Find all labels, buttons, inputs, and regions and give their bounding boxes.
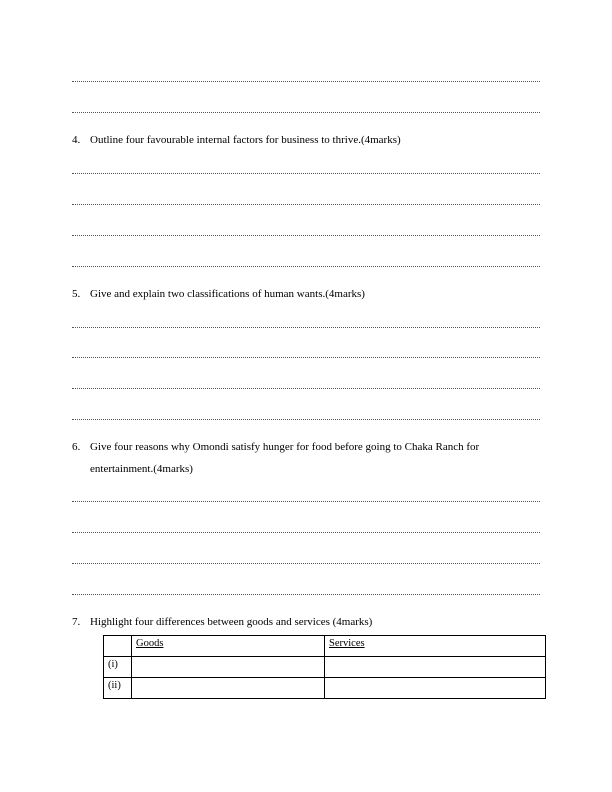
question-text: Highlight four differences between goods and services (4marks) bbox=[90, 616, 373, 628]
goods-services-table bbox=[103, 635, 546, 699]
goods-cell[interactable] bbox=[132, 678, 325, 699]
question-6 bbox=[72, 436, 542, 480]
table-header-row bbox=[104, 636, 546, 657]
question-number: 7. bbox=[72, 616, 81, 628]
answer-line[interactable] bbox=[72, 173, 540, 174]
table-header-services: Services bbox=[325, 636, 546, 657]
question-5 bbox=[72, 283, 542, 305]
question-text: Outline four favourable internal factors for business to thrive.(4marks) bbox=[90, 134, 401, 146]
answer-line[interactable] bbox=[72, 204, 540, 205]
row-label: (i) bbox=[104, 657, 132, 678]
question-number: 5. bbox=[72, 288, 81, 300]
answer-line[interactable] bbox=[72, 327, 540, 328]
table-row bbox=[104, 657, 546, 678]
table-header-cell bbox=[104, 636, 132, 657]
goods-cell[interactable] bbox=[132, 657, 325, 678]
question-text-line-1: Give four reasons why Omondi satisfy hunger for food before going to Chaka Ranch for bbox=[90, 441, 480, 453]
question-number: 4. bbox=[72, 134, 81, 146]
question-7 bbox=[72, 611, 542, 633]
answer-line[interactable] bbox=[72, 357, 540, 358]
question-4 bbox=[72, 129, 542, 151]
answer-line[interactable] bbox=[72, 112, 540, 113]
question-text-line-2: entertainment.(4marks) bbox=[90, 463, 193, 475]
answer-line[interactable] bbox=[72, 266, 540, 267]
answer-line[interactable] bbox=[72, 594, 540, 595]
table-row bbox=[104, 678, 546, 699]
answer-line[interactable] bbox=[72, 563, 540, 564]
answer-line[interactable] bbox=[72, 81, 540, 82]
answer-line[interactable] bbox=[72, 419, 540, 420]
answer-line[interactable] bbox=[72, 235, 540, 236]
question-text: Give and explain two classifications of human wants.(4marks) bbox=[90, 288, 365, 300]
answer-line[interactable] bbox=[72, 532, 540, 533]
table-header-goods: Goods bbox=[132, 636, 325, 657]
services-cell[interactable] bbox=[325, 657, 546, 678]
row-label: (ii) bbox=[104, 678, 132, 699]
services-cell[interactable] bbox=[325, 678, 546, 699]
answer-line[interactable] bbox=[72, 388, 540, 389]
answer-line[interactable] bbox=[72, 501, 540, 502]
question-number: 6. bbox=[72, 441, 81, 453]
